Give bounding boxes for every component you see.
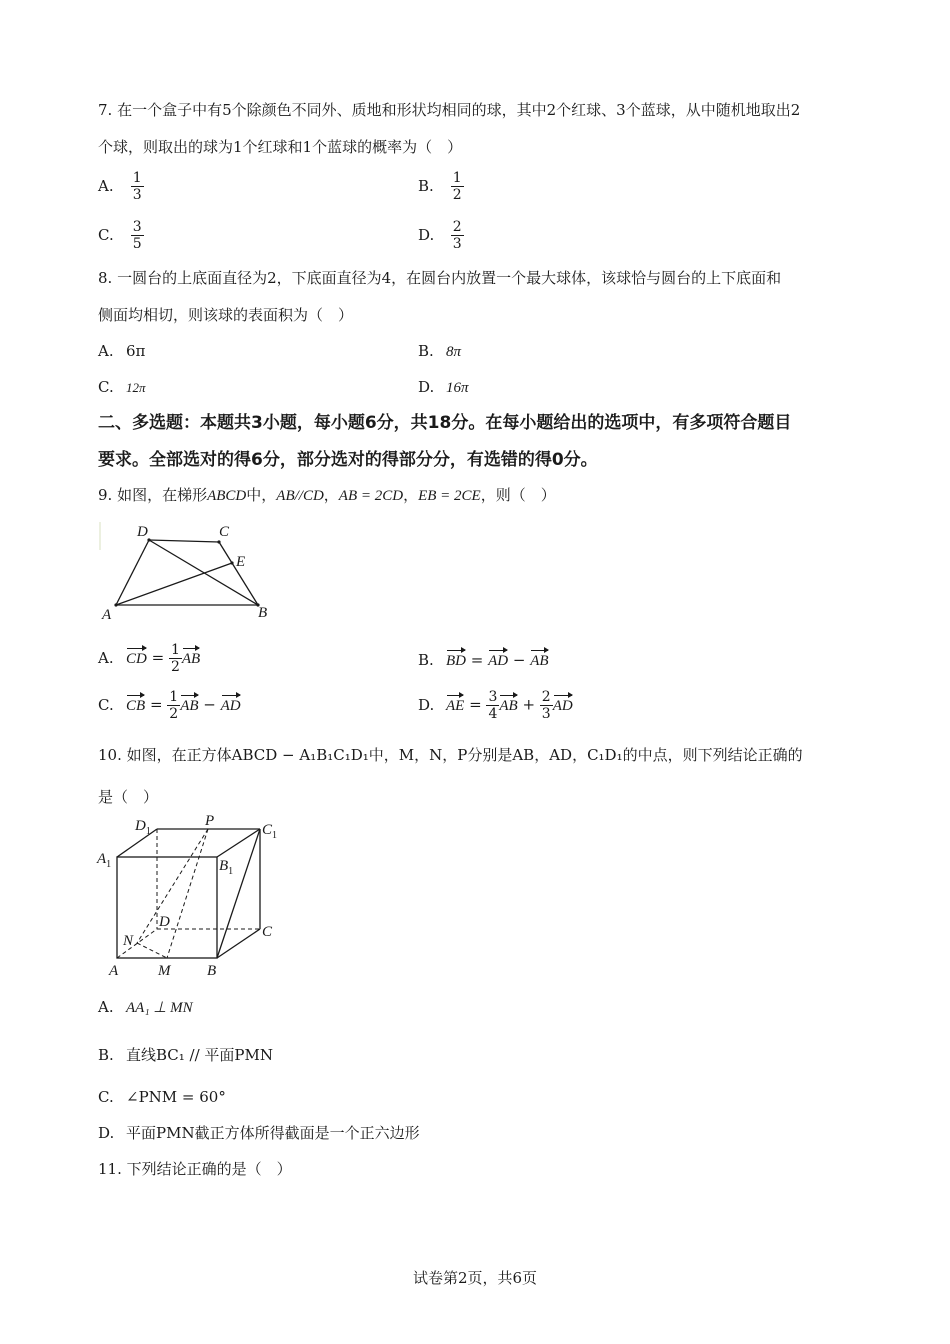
label-d: D xyxy=(137,524,148,540)
q10-option-c[interactable] xyxy=(98,1087,226,1107)
q10-option-a[interactable] xyxy=(98,997,193,1018)
option-text: ∠PNM = 60° xyxy=(126,1088,226,1106)
edge-cb xyxy=(219,542,258,605)
cube-figure xyxy=(95,812,290,984)
segment-pm xyxy=(167,829,208,958)
option-value: 6π xyxy=(126,342,146,360)
page-footer: 试卷第2页，共6页 xyxy=(412,1269,538,1287)
label-a1: $A_1$ xyxy=(97,851,112,870)
q7-option-b[interactable] xyxy=(418,170,464,203)
label-c1: $C_1$ xyxy=(262,822,278,841)
section-heading-line1: 二、多选题：本题共3小题，每小题6分，共18分。在每小题给出的选项中，有多项符合题目 xyxy=(98,413,792,433)
fraction: $\frac{2}{3}$ xyxy=(452,219,462,252)
q8-stem-line1: 8. 一圆台的上底面直径为2，下底面直径为4，在圆台内放置一个最大球体，该球恰与圆台的上下底面和 xyxy=(98,269,782,287)
option-label: C. xyxy=(98,695,114,714)
label-b: B xyxy=(207,963,217,979)
q9-option-d[interactable]: D. AE = $\frac{3}{4}$ AB + $\frac{2}{3}$ AD xyxy=(418,689,573,722)
q9-stem: 9. 如图，在梯形ABCD中，AB//CD，AB = 2CD，EB = 2CE，则（ ） xyxy=(98,486,556,504)
option-text: AA₁ ⊥ MN xyxy=(126,1000,193,1016)
label-c: C xyxy=(262,924,273,940)
q10-option-b[interactable] xyxy=(98,1045,273,1065)
label-d: D xyxy=(159,914,170,930)
label-d1: $D_1$ xyxy=(135,818,151,837)
edge-dc xyxy=(149,540,219,542)
segment-bc1 xyxy=(217,829,260,958)
q7-stem-line2: 个球，则取出的球为1个红球和1个蓝球的概率为（ ） xyxy=(98,138,463,156)
option-label: C. xyxy=(98,1088,114,1106)
option-label: C. xyxy=(98,378,114,396)
label-b1: $B_1$ xyxy=(219,858,234,877)
label-b: B xyxy=(258,605,268,621)
q11-stem: 11. 下列结论正确的是（ ） xyxy=(98,1160,292,1178)
label-e: E xyxy=(236,554,246,570)
label-a: A xyxy=(109,963,119,979)
option-label: D. xyxy=(418,695,435,714)
label-c: C xyxy=(219,524,230,540)
option-text: 平面PMN截正方体所得截面是一个正六边形 xyxy=(126,1124,420,1142)
option-label: D. xyxy=(98,1124,115,1142)
option-label: B. xyxy=(418,176,434,195)
label-m: M xyxy=(158,963,171,979)
q8-option-c[interactable] xyxy=(98,377,146,398)
option-label: C. xyxy=(98,225,114,244)
option-label: B. xyxy=(418,651,434,669)
fraction: $\frac{1}{3}$ xyxy=(132,170,142,203)
q7-stem-line1: 7. 在一个盒子中有5个除颜色不同外、质地和形状均相同的球，其中2个红球、3个蓝球，从中随机地取出2 xyxy=(98,101,801,119)
q9-option-c[interactable]: C. CB = $\frac{1}{2}$ AB − AD xyxy=(98,689,241,722)
diagonal-db xyxy=(149,540,258,605)
option-label: A. xyxy=(98,648,114,667)
section-heading-line2: 要求。全部选对的得6分，部分选对的得部分分，有选错的得0分。 xyxy=(98,450,598,470)
q9-option-a[interactable]: A. CD = $\frac{1}{2}$ AB xyxy=(98,642,201,675)
q8-option-a[interactable] xyxy=(98,341,145,361)
option-label: A. xyxy=(98,998,114,1016)
segment-nm xyxy=(137,943,167,958)
label-n: N xyxy=(123,933,134,949)
fraction: $\frac{3}{5}$ xyxy=(132,219,142,252)
option-label: A. xyxy=(98,342,114,360)
fraction: $\frac{1}{2}$ xyxy=(452,170,462,203)
option-label: D. xyxy=(418,378,435,396)
option-label: A. xyxy=(98,176,114,195)
q9-option-b[interactable]: B. BD = AD − AB xyxy=(418,651,549,669)
q10-stem-line1: 10. 如图，在正方体ABCD − A₁B₁C₁D₁中，M，N，P分别是AB，AD，C₁D₁的中点，则下列结论正确的 xyxy=(98,746,803,764)
q8-option-b[interactable] xyxy=(418,341,461,362)
trapezoid-figure xyxy=(95,518,285,628)
option-label: B. xyxy=(98,1046,114,1064)
q7-option-c[interactable] xyxy=(98,219,144,252)
q7-option-a[interactable] xyxy=(98,170,144,203)
q10-stem-line2: 是（ ） xyxy=(98,788,159,806)
option-value: 12π xyxy=(126,380,146,395)
label-a: A xyxy=(102,607,112,623)
q10-option-d[interactable] xyxy=(98,1123,420,1143)
option-label: B. xyxy=(418,342,434,360)
q8-stem-line2: 侧面均相切，则该球的表面积为（ ） xyxy=(98,306,354,324)
option-text: 直线BC₁ // 平面PMN xyxy=(126,1046,274,1064)
q7-option-d[interactable] xyxy=(418,219,464,252)
option-value: 16π xyxy=(446,380,469,396)
label-p: P xyxy=(205,813,215,829)
option-value: 8π xyxy=(446,344,462,360)
segment-pn xyxy=(137,829,208,943)
option-label: D. xyxy=(418,225,435,244)
q8-option-d[interactable] xyxy=(418,377,469,398)
